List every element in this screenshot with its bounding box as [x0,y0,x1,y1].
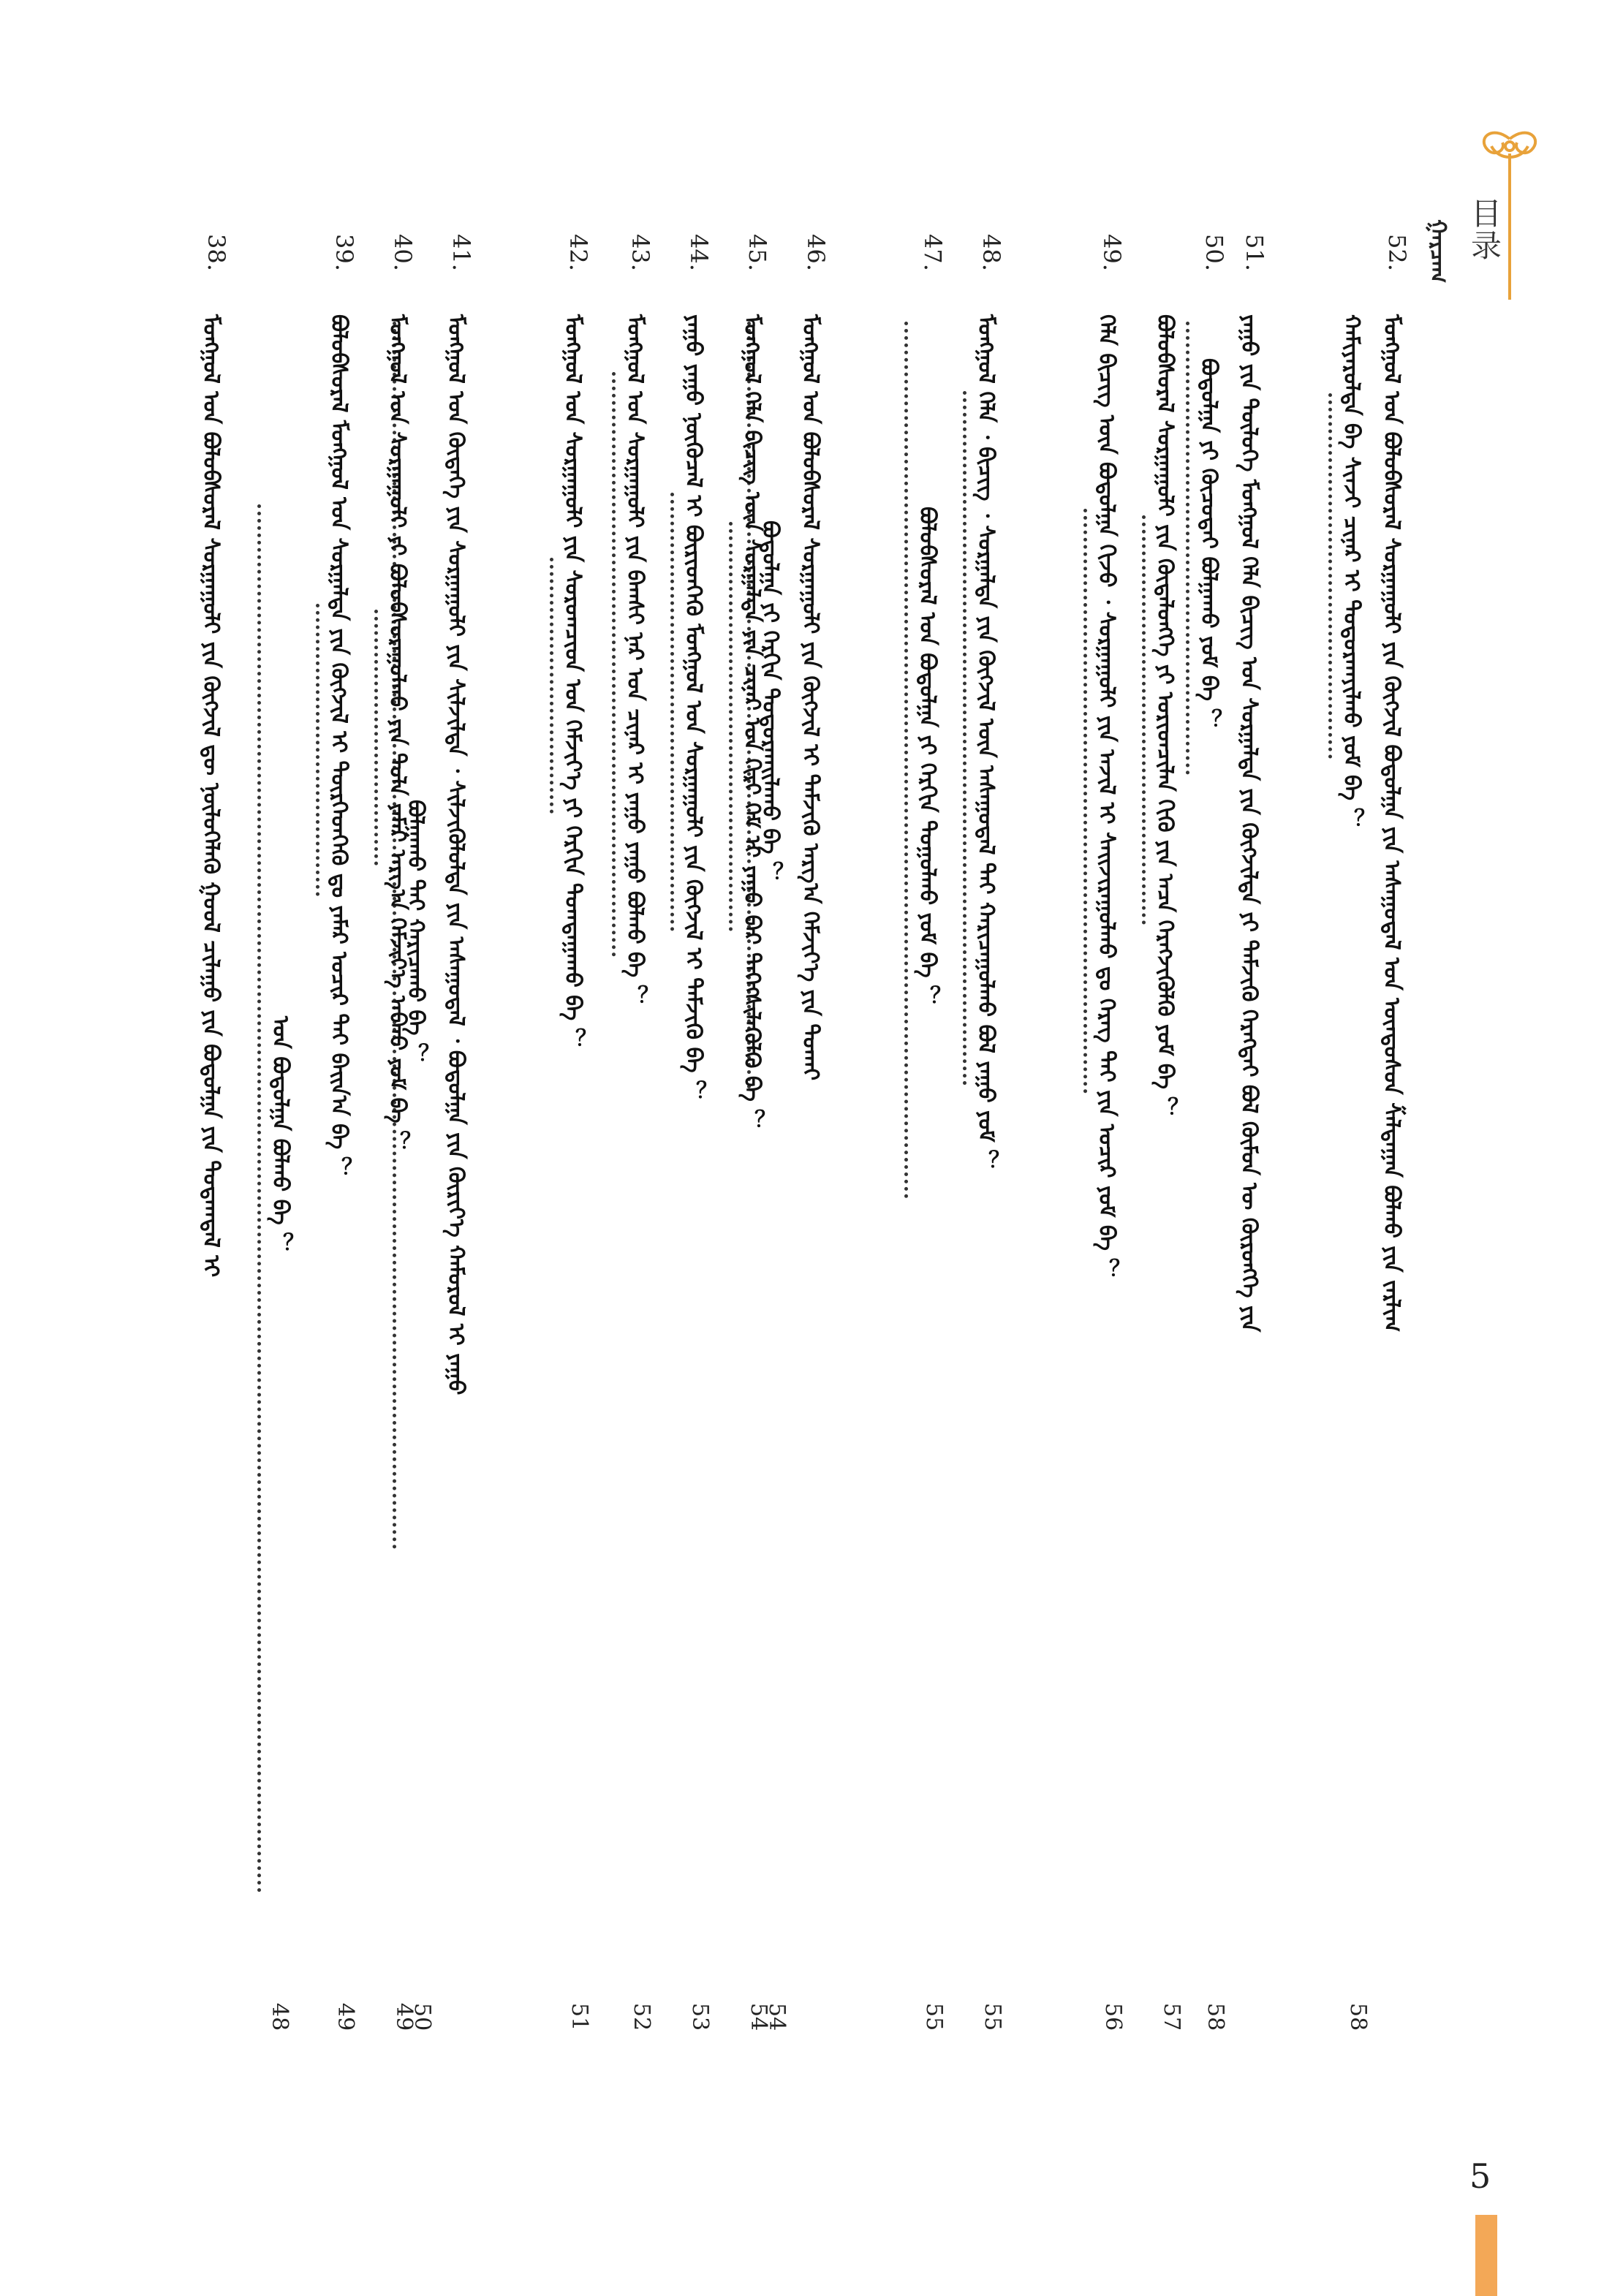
entry-text: ᠬᠠᠮᠢᠶᠠᠷᠤᠯᠲᠠ ᠪᠠ ᠰᠢᠨᠵᠢ ᠴᠢᠨᠠᠷ ᠢ ᠲᠣᠳᠣᠷᠬᠠᠶᠢᠯᠬᠤ ᠶᠤᠮ ᠪᠡ ？ [1339,314,1364,830]
toc-entry[interactable] [973,234,1005,2032]
header-title: 目录 [1467,197,1502,262]
entry-text: ᠮᠣᠩᠭᠣᠯ ᠤᠨ ᠰᠤᠷᠭᠠᠭᠤᠯᠢ ᠶᠢᠨ ᠰᠤᠷᠤᠭᠴᠢᠳ ᠤᠨ ᠬᠡᠮᠵᠢᠶ᠎ᠡ ᠶᠢ ᠬᠡᠷᠬᠢᠨ ᠲᠣᠭᠲᠠᠭᠠᠬᠤ ᠪᠡ ？ [560,314,586,1050]
entry-number: 38. [203,234,230,271]
entry-number: 45. [744,234,771,271]
entry-number: 41. [447,234,475,271]
entry-number: 43. [627,234,654,271]
entry-line [387,314,417,1153]
toc-entry[interactable] [1094,234,1126,2032]
entry-text: ᠮᠣᠩᠭᠣᠯ ᠤᠨ ᠰᠤᠷᠭᠠᠭᠤᠯᠢ ᠶᠢ ᠪᠣᠯᠤᠪᠰᠤᠷᠠᠭᠤᠯᠬᠤ ᠶᠢᠨ ᠲᠤᠯᠠ ᠶᠠᠮᠠᠷ ᠠᠷᠭ᠎ᠠ ᠬᠡᠮᠵᠢᠶ᠎ᠡ ᠠᠪᠬᠤ ᠶᠤᠮ ᠪᠡ ？ [385,314,410,1153]
entry-line [915,314,947,1199]
toc-entry[interactable] [739,234,771,2032]
entry-number: 47. [919,234,947,271]
leader-dots [1328,393,1332,759]
leader-dots [374,610,378,865]
entry-number: 52. [1383,234,1411,271]
entry-text: ᠮᠣᠩᠭᠣᠯ ᠬᠡᠯᠡ ᠪᠢᠴᠢᠭ ᠦᠨ ᠰᠤᠷᠭᠠᠯᠲᠠ ᠶᠢᠨ ᠴᠢᠨᠠᠷ ᠤᠨ ᠬᠢᠷᠢ ᠬᠡᠮ ᠢ ᠶᠠᠭᠤ ᠪᠡᠷ ᠳᠡᠭᠡᠭᠰᠢᠯᠡᠭᠦᠯᠬᠦ ᠪᠡ ？ [739,314,765,1132]
leader-dots [257,504,261,1893]
toc-entry[interactable] [681,234,713,2032]
entry-text: ᠪᠣᠯᠤᠪᠰᠤᠷᠠᠯ ᠮᠣᠩᠭᠣᠯ ᠤᠨ ᠰᠤᠷᠭᠠᠯᠲᠠ ᠶᠢᠨ ᠬᠥᠭᠵᠢᠯ ᠢ ᠲᠦᠷᠭᠡᠳᠭᠡᠬᠦ ᠳᠤ ᠶᠠᠮᠠᠷ ᠤᠴᠢᠷ ᠲᠠᠢ ᠪᠠᠢᠨ᠎ᠠ ᠪᠡ ？ [326,314,352,1179]
leader-dots [1186,322,1189,775]
entry-number: 44. [685,234,713,271]
entry-line [798,314,830,1081]
leader-dots [550,558,553,814]
entry-page: 49 [333,2003,358,2031]
header-mongol-title: ᠭᠠᠷᠴᠠᠭ [1425,219,1450,284]
entry-line [973,314,1005,1172]
entry-text: ᠮᠣᠩᠭᠣᠯ ᠤᠨ ᠪᠣᠯᠤᠪᠰᠤᠷᠠᠯ ᠰᠤᠷᠭᠠᠭᠤᠯᠢ ᠶᠢᠨ ᠬᠥᠭᠵᠢᠯ ᠢ ᠳᠡᠮᠵᠢᠬᠦ ᠠᠷᠭ᠎ᠠ ᠬᠡᠮᠵᠢᠶ᠎ᠡ ᠶᠢᠨ ᠲᠤᠬᠠᠢ [798,314,823,1081]
entry-text: ᠮᠣᠩᠭᠣᠯ ᠤᠨ ᠰᠤᠷᠭᠠᠭᠤᠯᠢ ᠶᠢᠨ ᠪᠠᠭᠰᠢ ᠨᠠᠷ ᠤᠨ ᠴᠢᠨᠠᠷ ᠢ ᠶᠠᠭᠤ ᠶᠠᠭᠤ ᠪᠣᠯᠬᠤ ᠪᠡ ？ [622,314,648,1007]
leader-dots [316,604,319,896]
toc-entry[interactable] [387,234,417,2032]
toc-entry[interactable] [1379,234,1411,2032]
entry-text: ᠪᠣᠯᠤᠪᠰᠤᠷᠠᠯ ᠰᠤᠷᠭᠠᠭᠤᠯᠢ ᠶᠢᠨ ᠬᠥᠳᠡᠯᠦᠩᠭᠡ ᠶᠢ ᠤᠷᠢᠳᠴᠢᠯᠠᠨ ᠬᠢᠬᠦ ᠶᠢᠨ ᠠᠴᠠ ᠬᠡᠷᠡᠭᠵᠢᠭᠦᠯᠬᠦ ᠶᠤᠮ ᠪᠡ ？ [1152,314,1178,1119]
entry-page: 55 [980,2003,1005,2031]
entry-text: ᠪᠣᠯᠭᠠᠬᠤ ᠲᠠᠢ ᠬᠠᠷᠢᠴᠠᠬᠤ ᠪᠡ ？ [403,799,428,1065]
leader-dots [729,522,733,931]
entry-text: ᠮᠣᠩᠭᠣᠯ ᠤᠨ ᠪᠣᠯᠤᠪᠰᠤᠷᠠᠯ ᠰᠤᠷᠭᠠᠭᠤᠯᠢ ᠶᠢᠨ ᠬᠥᠭᠵᠢᠯ ᠳᠦ ᠨᠥᠯᠦᠭᠡᠯᠡᠬᠦ ᠭᠣᠣᠯ ᠴᠢᠯᠠᠭᠤ ᠶᠢᠨ ᠪᠣᠳᠣᠯᠭᠠ ᠶᠢᠨ ᠳᠤᠲᠠᠭᠳᠠᠯ ᠢ [198,314,224,1278]
entry-page: 48 [267,2003,292,2031]
entry-line [560,314,592,1050]
toc-entry[interactable] [198,234,230,2032]
entry-line [1196,314,1228,775]
entry-line [1236,314,1268,1333]
entry-line [443,314,475,1395]
entry-line [326,314,358,1179]
entry-text: ᠶᠠᠭᠤ ᠶᠠᠭᠤ ᠨᠥᠬᠦᠴᠡᠯ ᠢ ᠪᠦᠷᠢᠳᠬᠡᠬᠦ ᠮᠣᠩᠭᠣᠯ ᠤᠨ ᠰᠤᠷᠭᠠᠭᠤᠯᠢ ᠶᠢᠨ ᠬᠥᠭᠵᠢᠯ ᠢ ᠳᠡᠮᠵᠢᠬᠦ ᠪᠡ ？ [681,314,706,1103]
entry-page: 56 [1100,2003,1126,2031]
entry-text: ᠪᠣᠯᠤᠪᠰᠤᠷᠠᠯ ᠤᠨ ᠪᠣᠳᠣᠯᠭᠠ ᠶᠢ ᠬᠡᠷᠬᠢᠨ ᠲᠤᠭᠤᠯᠬᠤ ᠶᠤᠮ ᠪᠡ ？ [915,506,940,1007]
entry-text: ᠤᠨ ᠪᠣᠳᠣᠯᠭᠠ ᠪᠣᠯᠬᠤ ᠪᠡ ？ [268,1016,293,1255]
entry-page: 57 [1159,2003,1184,2031]
toc-entry[interactable] [326,234,358,2032]
toc-entry-continuation[interactable] [1196,234,1228,2032]
entry-number: 48. [977,234,1005,271]
entry-line [1379,314,1411,1333]
entry-number: 49. [1098,234,1126,271]
entry-page: 54 [746,2003,771,2031]
page-tab [1475,2215,1497,2296]
entry-number: 42. [564,234,592,271]
entry-text: ᠮᠣᠩᠭᠣᠯ ᠤᠨ ᠬᠥᠳᠡᠭᠡ ᠶᠢᠨ ᠰᠤᠷᠭᠠᠭᠤᠯᠢ ᠶᠢᠨ ᠰᠢᠯᠵᠢᠯᠲᠡ ᠂ ᠰᠢᠯᠵᠢᠭᠦᠯᠦᠯᠲᠡ ᠶᠢᠨ ᠠᠰᠠᠭᠤᠳᠠᠯ ᠂ ᠪᠣᠳᠣᠯᠭᠠ ᠶᠢᠨ ᠬᠦᠷᠢᠶ᠎ᠡ ᠬᠠᠮᠤᠷᠤᠯ ᠢ ᠶᠠᠭᠤ [443,314,469,1395]
entry-text: ᠮᠣᠩᠭᠣᠯ ᠤᠨ ᠪᠣᠯᠤᠪᠰᠤᠷᠠᠯ ᠰᠤᠷᠭᠠᠭᠤᠯᠢ ᠶᠢᠨ ᠬᠥᠭᠵᠢᠯ ᠪᠣᠳᠣᠯᠭᠠ ᠶᠢᠨ ᠠᠰᠠᠭᠤᠳᠠᠯ ᠤᠨ ᠦᠨᠳᠦᠰᠦᠨ ᠱᠠᠯᠲᠠᠭᠠᠨ ᠪᠣᠯᠬᠤ ᠶᠢᠨ ᠵᠠᠷᠯᠢᠭ [1379,314,1404,1333]
leader-dots [612,372,616,957]
entry-number: 40. [389,234,417,271]
entry-number: 46. [802,234,830,271]
entry-page: 55 [921,2003,947,2031]
toc-entry-page-holder [263,234,292,2032]
toc-entry[interactable] [443,234,475,2032]
entry-text: ᠮᠣᠩᠭᠣᠯ ᠬᠡᠯᠡ ᠂ ᠪᠢᠴᠢᠭ ᠂ ᠰᠤᠷᠭᠠᠯᠲᠠ ᠶᠢᠨ ᠬᠥᠭᠵᠢᠯ ᠦᠨ ᠠᠰᠠᠭᠤᠳᠠᠯ ᠲᠠᠢ ᠬᠠᠷᠢᠴᠠᠭᠤᠯᠬᠤ ᠪᠣᠯ ᠶᠠᠭᠤ ᠶᠤᠮ ？ [973,314,999,1172]
entry-page: 49 [391,2003,417,2031]
entry-number: 39. [330,234,358,271]
entry-page: 50 [409,2003,435,2031]
toc-entry-continuation[interactable] [1339,234,1371,2032]
leader-dots [670,493,674,931]
entry-line [1094,314,1126,1281]
page-number: 5 [1469,2156,1491,2196]
entry-line [739,314,771,1132]
toc-entry[interactable] [915,234,947,2032]
leader-dots [904,322,908,1199]
entry-page: 51 [567,2003,592,2031]
entry-page: 52 [629,2003,654,2031]
entry-page: 58 [1345,2003,1371,2031]
entry-line [622,314,654,1007]
entry-text: ᠪᠣᠳᠣᠯᠭᠠ ᠶᠢ ᠬᠦᠴᠦᠳᠡᠢ ᠪᠣᠯᠭᠠᠬᠤ ᠶᠤᠮ ᠪᠡ ？ [1196,358,1222,731]
leader-dots [963,391,966,1086]
entry-text: ᠪᠣᠳᠣᠯᠭᠠ ᠶᠢ ᠬᠡᠷᠬᠢᠨ ᠲᠣᠳᠣᠷᠬᠠᠢᠯᠠᠬᠤ ᠪᠡ ？ [757,520,783,884]
entry-number: 51. [1241,234,1268,271]
entry-page: 58 [1203,2003,1228,2031]
entry-text: ᠬᠡᠯᠡ ᠪᠢᠴᠢᠭ ᠦᠨ ᠪᠣᠳᠣᠯᠭᠠ ᠬᠢᠵᠦ ᠂ ᠰᠤᠷᠭᠠᠭᠤᠯᠢ ᠶᠢᠨ ᠠᠵᠢᠯ ᠢ ᠰᠠᠢᠵᠢᠷᠠᠭᠤᠯᠬᠤ ᠳᠤ ᠬᠡᠷᠡᠭ ᠲᠠᠢ ᠶᠢᠨ ᠤᠴᠢᠷ ᠶᠤᠮ ᠪᠡ ？ [1094,314,1119,1281]
leader-dots [1083,509,1087,1094]
toc-entry[interactable] [560,234,592,2032]
toc-entry[interactable] [1152,234,1184,2032]
toc-entry[interactable] [1236,234,1268,2032]
entry-line [681,314,713,1103]
leader-dots [1142,515,1146,925]
entry-line [1152,314,1184,1119]
entry-number: 50. [1200,234,1228,271]
entry-line [198,314,230,1278]
entry-text: ᠶᠠᠭᠤ ᠶᠢᠨ ᠲᠥᠯᠦᠭᠡ ᠮᠣᠩᠭᠣᠯ ᠬᠡᠯᠡ ᠪᠢᠴᠢᠭ ᠤᠨ ᠰᠤᠷᠭᠠᠯᠲᠠ ᠶᠢᠨ ᠬᠥᠭᠵᠢᠯᠲᠡ ᠶᠢ ᠳᠡᠮᠵᠢᠬᠦ ᠬᠡᠷᠡᠭᠲᠡᠢ ᠪᠣᠯ ᠬᠦᠮᠦᠨ ᠦ ᠬᠥᠷᠥᠩᠭᠡ ᠶᠢᠨ [1236,314,1262,1333]
toc-entry[interactable] [622,234,654,2032]
entry-line [1339,314,1371,830]
entry-page: 53 [687,2003,713,2031]
toc-entry[interactable] [798,234,830,2032]
entry-page: 54 [764,2003,790,2031]
